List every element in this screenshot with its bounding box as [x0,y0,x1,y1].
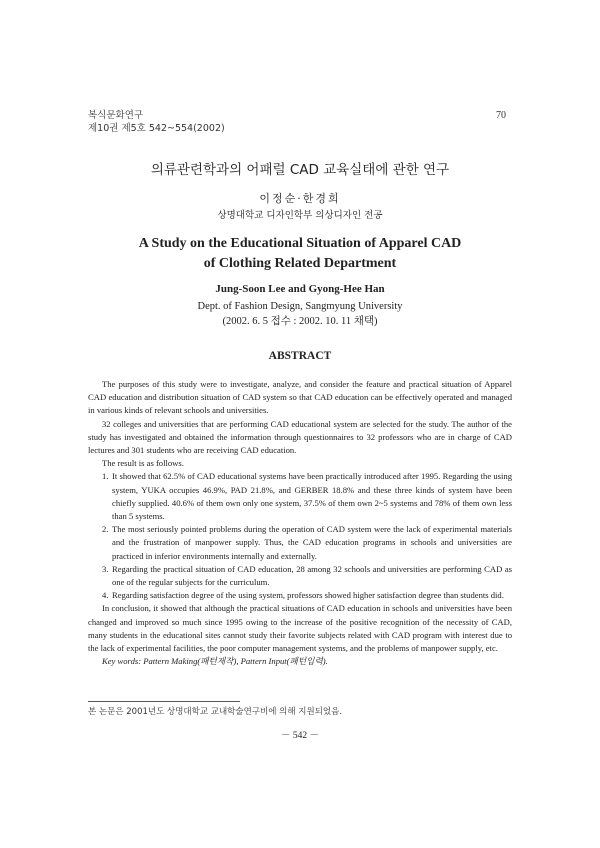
list-item-number: 2. [102,524,109,535]
korean-title: 의류관련학과의 어패럴 CAD 교육실태에 관한 연구 [150,162,450,178]
abstract-conclusion: In conclusion, it showed that although the practical situations of CAD education in schools and universities have been changed and improved so much since 1995 owing to the increase of the positive recognition of the necessity of CAD, many students in the educational sites cannot study their favorite subjects related with CAD program with interest due to the lack of experimental facilities, the poor computer management systems, and the problems of manpower supply, etc. [88,603,512,654]
list-item [88,563,512,589]
abstract-paragraph-1: The purposes of this study were to investigate, analyze, and consider the feature and practical situation of Apparel CAD education and distribution situation of CAD system so that CAD education can be effectively operated and managed in various kinds of relevant schools and universities. [88,379,512,416]
list-item-text: The most seriously pointed problems during the operation of CAD system were the lack of experimental materials and the frustration of manpower supply. Thus, the CAD education programs in schools and universities are practiced in inferior environments internally and externally. [112,524,512,561]
footnote: 본 논문은 2001년도 상명대학교 교내학술연구비에 의해 지원되었음. [88,707,343,717]
list-item [88,523,512,563]
abstract-paragraph-2: 32 colleges and universities that are performing CAD educational system are selected for the study. The author of the study has investigated and obtained the information through questionnaires to 32 professors who are in charge of CAD lectures and 301 students who are receiving CAD education. [88,418,512,456]
journal-name: 복식문화연구 [88,110,144,121]
keywords: Key words: Pattern Making(패턴제작), Pattern Input(패턴입력). [102,656,328,667]
footnote-divider [88,701,240,702]
english-title-line2: of Clothing Related Department [203,256,397,271]
journal-volume: 제10권 제5호 542~554(2002) [88,123,225,134]
english-title-line1: A Study on the Educational Situation of Apparel CAD [138,236,462,251]
submission-dates: (2002. 6. 5 접수 : 2002. 10. 11 채택) [222,316,378,327]
list-item-text: Regarding the practical situation of CAD education, 28 among 32 schools and universities are performing CAD as one of the regular subjects for the curriculum. [112,563,512,588]
korean-affiliation: 상명대학교 디자인학부 의상디자인 전공 [217,210,383,221]
journal-header [88,109,225,135]
abstract-body [88,378,512,668]
english-authors: Jung-Soon Lee and Gyong-Hee Han [215,283,385,295]
page-footer-number: － 542 － [280,731,319,741]
abstract-heading: ABSTRACT [268,350,332,362]
english-title [0,234,600,274]
list-item [88,589,512,602]
list-item-text: Regarding satisfaction degree of the using system, professors showed higher satisfaction degree than students did. [112,590,504,601]
list-item [88,470,512,523]
list-item-text: It showed that 62.5% of CAD educational systems have been practically introduced after 1995. Regarding the using system, YUKA occupies 46.9%, PAD 21.8%, and GERBER 18.8% and these three kinds of system have been chiefly supplied. 40.6% of them own only one system, 37.5% of them own 2~5 systems and 78% of them own less than 5 systems. [112,471,512,522]
english-affiliation-block [0,299,600,329]
page-number: 70 [496,110,506,121]
list-item-number: 3. [102,563,109,574]
results-list [88,470,512,602]
english-affiliation: Dept. of Fashion Design, Sangmyung University [197,301,403,312]
list-item-number: 4. [102,590,109,601]
list-item-number: 1. [102,471,109,482]
abstract-paragraph-3: The result is as follows. [102,458,184,469]
korean-authors: 이정순·한경희 [259,192,341,205]
